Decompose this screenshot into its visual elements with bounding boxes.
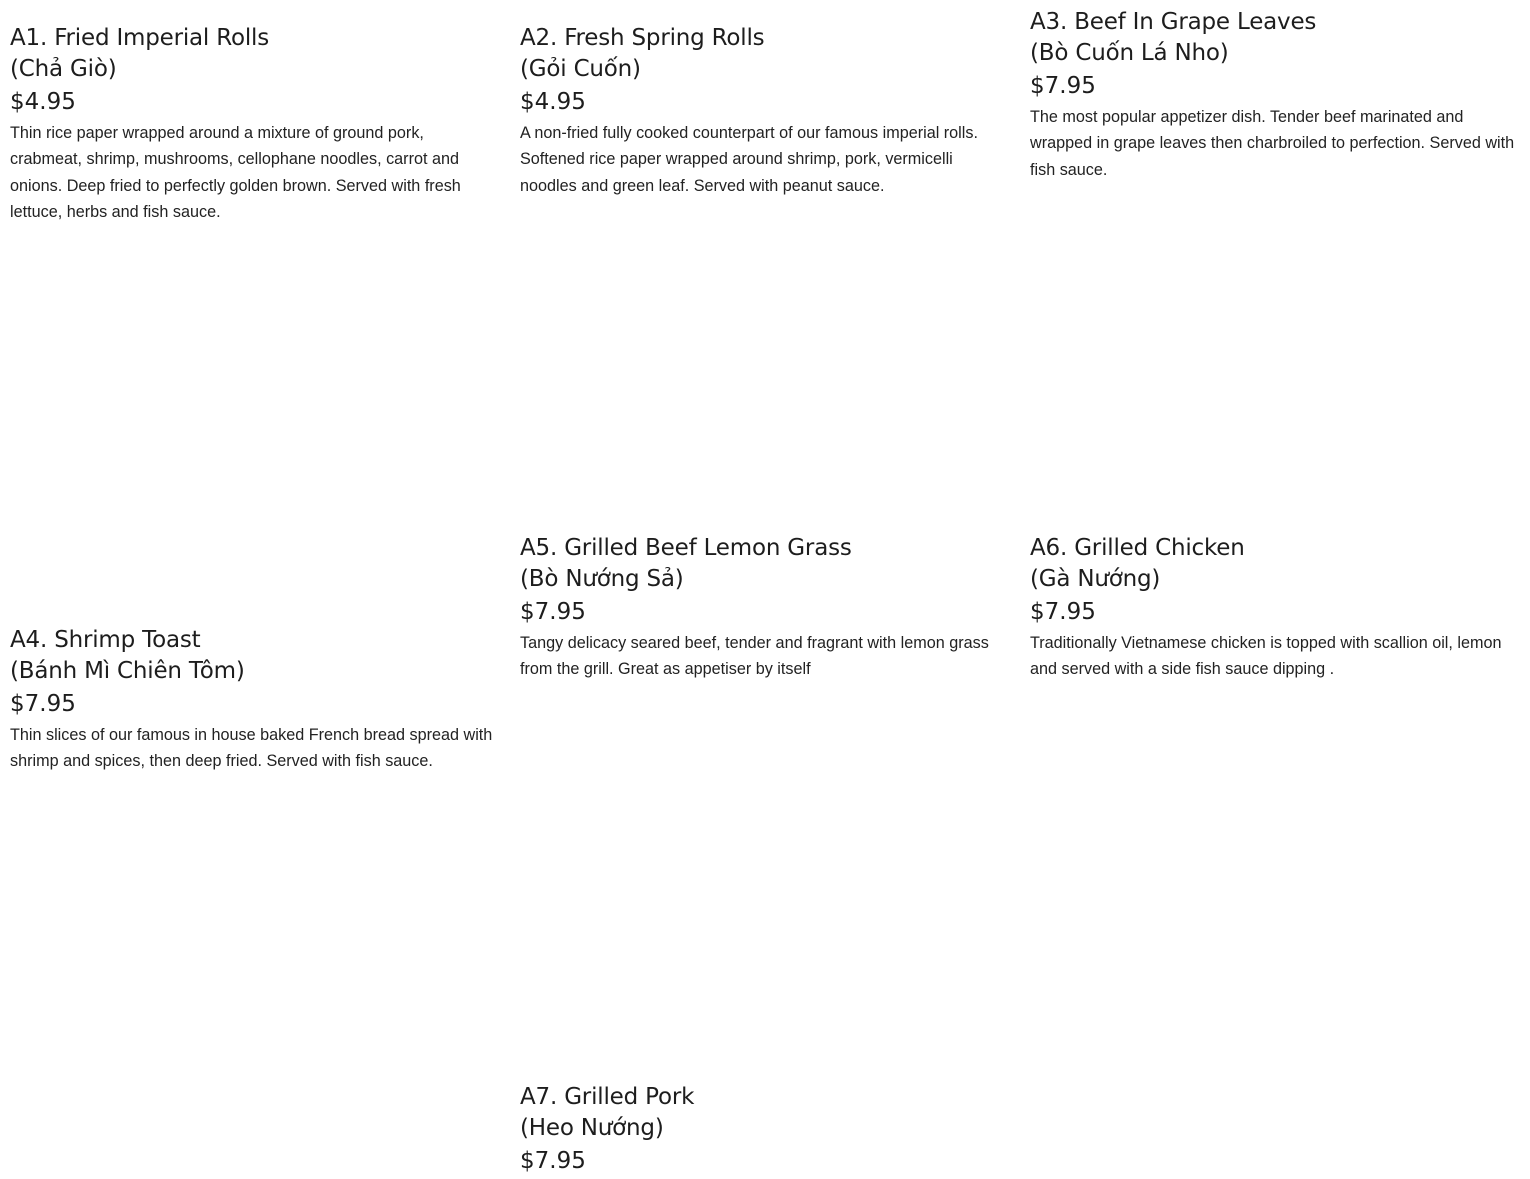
item-price: $7.95: [520, 1148, 586, 1174]
item-description: Traditionally Vietnamese chicken is topped with scallion oil, lemon and served with a side fish sauce dipping .: [1030, 634, 1502, 679]
item-description: The most popular appetizer dish. Tender beef marinated and wrapped in grape leaves then charbroiled to perfection. Served with fish sauce.: [1030, 108, 1515, 179]
menu-item-a5[interactable]: [520, 533, 1010, 683]
item-vietnamese-name: (Gà Nướng): [1030, 566, 1161, 592]
item-name: [520, 1082, 1010, 1144]
item-english-name: A1. Fried Imperial Rolls: [10, 25, 270, 51]
item-english-name: A4. Shrimp Toast: [10, 627, 201, 653]
item-name: [1030, 7, 1520, 69]
item-vietnamese-name: (Bò Nướng Sả): [520, 566, 684, 592]
item-price: $7.95: [1030, 599, 1096, 625]
item-description: A non-fried fully cooked counterpart of our famous imperial rolls. Softened rice paper wrapped around shrimp, pork, vermicelli noodles and green leaf. Served with peanut sauce.: [520, 124, 978, 195]
item-english-name: A2. Fresh Spring Rolls: [520, 25, 765, 51]
item-name: [10, 23, 500, 85]
item-name: [1030, 533, 1520, 595]
item-description: Thin rice paper wrapped around a mixture of ground pork, crabmeat, shrimp, mushrooms, cellophane noodles, carrot and onions. Deep fried to perfectly golden brown. Served with fresh lettuce, herbs and fish sauce.: [10, 124, 461, 222]
menu-item-a4[interactable]: [10, 625, 500, 775]
item-price: $7.95: [10, 691, 76, 717]
item-price: $4.95: [10, 89, 76, 115]
item-price: $7.95: [520, 599, 586, 625]
menu-item-a1[interactable]: [10, 23, 500, 226]
item-english-name: A7. Grilled Pork: [520, 1084, 695, 1110]
item-description: Tangy delicacy seared beef, tender and fragrant with lemon grass from the grill. Great as appetiser by itself: [520, 634, 989, 679]
item-price: $4.95: [520, 89, 586, 115]
item-vietnamese-name: (Heo Nướng): [520, 1115, 664, 1141]
item-vietnamese-name: (Chả Giò): [10, 56, 117, 82]
item-english-name: A5. Grilled Beef Lemon Grass: [520, 535, 852, 561]
menu-item-a7[interactable]: [520, 1082, 1010, 1179]
item-description: Thin slices of our famous in house baked French bread spread with shrimp and spices, then deep fried. Served with fish sauce.: [10, 726, 493, 771]
item-price: $7.95: [1030, 73, 1096, 99]
menu-item-a6[interactable]: [1030, 533, 1520, 683]
menu-item-a3[interactable]: [1030, 7, 1520, 183]
item-vietnamese-name: (Bò Cuốn Lá Nho): [1030, 40, 1229, 66]
item-vietnamese-name: (Bánh Mì Chiên Tôm): [10, 658, 245, 684]
item-english-name: A6. Grilled Chicken: [1030, 535, 1245, 561]
item-name: [520, 23, 1010, 85]
item-vietnamese-name: (Gỏi Cuốn): [520, 56, 641, 82]
item-english-name: A3. Beef In Grape Leaves: [1030, 9, 1317, 35]
item-name: [520, 533, 1010, 595]
item-name: [10, 625, 500, 687]
menu-item-a2[interactable]: [520, 23, 1010, 199]
